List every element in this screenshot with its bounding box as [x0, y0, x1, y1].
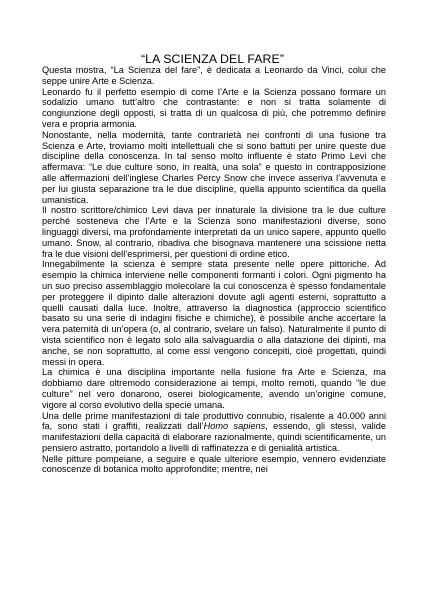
- paragraph-chemistry-discipline: La chimica è una disciplina importante nella fusione fra Arte e Scienza, ma dobbiamo dare oltremodo considerazione ai tempi, molto remoti, quando “le due culture” nel vero donarono, oserei biologicamente, avendo un’origine comune, vigore al corso evolutivo della specie umana.: [42, 367, 386, 410]
- paragraph-graffiti-end: , essendo, gli stessi, valide manifestazioni della capacità di elaborare razionalmente, quindi scientificamente, un pensiero astratto, portandolo a livelli di raffinatezza e di genialità artistica.: [42, 421, 386, 453]
- paragraph-chemistry-painting: Innegabilmente la scienza è sempre stata presente nelle opere pittoriche. Ad esempio la chimica interviene nelle componenti formanti i colori. Ogni pigmento ha un suo preciso assemblaggio molecolare la cui conoscenza è spesso fondamentale per proteggere il dipinto dalle alterazioni dovute agli agenti esterni, soprattutto a quelli causati dalla luce. Inoltre, attraverso la diagnostica (approccio scientifico basato su una serie di indagini fisiche e chimiche), è possibile anche accertare la vera paternità di un’opera (o, al contrario, svelare un falso). Naturalmente il punto di vista scientifico non è legato solo alla salvaguardia o alla datazione dei dipinti, ma anche, se non soprattutto, al come essi vengono concepiti, cioè progettati, quindi messi in opera.: [42, 259, 386, 367]
- paragraph-two-cultures: Il nostro scrittore/chimico Levi dava per innaturale la divisione tra le due culture perché sosteneva che l’Arte e la Scienza sono manifestazioni diverse, sono linguaggi diversi, ma profondamente interpretati da un unico sapere, appunto quello umano. Snow, al contrario, ribadiva che bisognava mantenere una scissione netta fra le due visioni dell’esprimersi, per questioni di ordine etico.: [42, 205, 386, 259]
- paragraph-primo-levi: Nonostante, nella modernità, tante contrarietà nei confronti di una fusione tra Scienza e Arte, troviamo molti intellettuali che si sono battuti per unire queste due discipline della conoscenza. In tal senso molto influente è stato Primo Levi che affermava: “Le due culture sono, in realtà, una sola” e questo in contrapposizione alle affermazioni dell’inglese Charles Percy Snow che invece asseriva l’avvenuta e per lui giusta separazione tra le due discipline, quella appunto scientifica da quella umanistica.: [42, 129, 386, 205]
- document-body: [42, 65, 386, 475]
- document-title: “LA SCIENZA DEL FARE”: [140, 52, 285, 66]
- paragraph-leonardo: Leonardo fu il perfetto esempio di come l’Arte e la Scienza possano formare un sodalizio umano tutt’altro che contrastante: e non si tratta solamente di congiunzione degli opposti, si tratta di un qualcosa di più, che potremmo definire vera e propria armonia.: [42, 86, 386, 129]
- paragraph-pompeii: Nelle pitture pompeiane, a seguire e quale ulteriore esempio, vennero evidenziate conoscenze di botanica molto approfondite; mentre, nei: [42, 453, 386, 475]
- homo-sapiens-italic: Homo sapiens: [203, 421, 266, 432]
- paragraph-intro: Questa mostra, “La Scienza del fare”, è dedicata a Leonardo da Vinci, colui che seppe unire Arte e Scienza.: [42, 65, 386, 86]
- paragraph-graffiti-start: Una delle prime manifestazioni di tale produttivo connubio, risalente a 40.000 anni fa, sono stati i graffiti, realizzati dall’: [42, 410, 386, 432]
- paragraph-graffiti: [42, 411, 386, 454]
